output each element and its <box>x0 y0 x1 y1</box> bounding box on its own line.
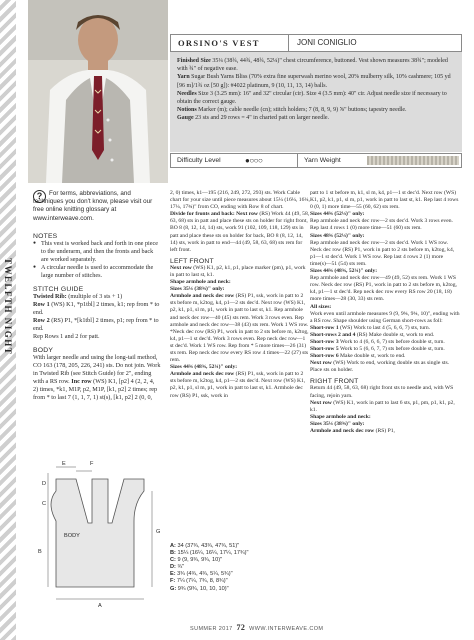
right-next-label: Next row <box>310 399 332 406</box>
measure-row <box>170 543 300 550</box>
measure-row <box>170 550 300 557</box>
divide-text: (RS) Work 44 (49, 58, 63, 68) sts in patt and place these sts on holder for right front, BO 8 (8, 12, 14, 14) sts, work 91 (102, 109, 118, 129) sts in patt and place these sts on holder for back, BO 8 (8, 12, 14, 14) sts, work in patt to end—44 (49, 58, 63, 68) sts rem for left front. <box>170 211 310 253</box>
body-text: With larger needle and using the long-tail method, CO 163 (178, 205, 226, 241) sts. Do not join. Work in Twisted Rib (see Stitch Guide) for 2", ending with a RS row. <box>33 354 161 385</box>
twisted-rib-line <box>33 293 161 301</box>
right-armhole-text: (RS) P1, <box>375 428 395 434</box>
all-sizes-text: Work even until armhole measures 9 (9, 9¾, 9¾, 10)", ending with a RS row. Shape shoulder using German short-rows as foll: <box>310 310 460 324</box>
schematic-label-d: D <box>42 481 47 487</box>
measure-value: 34 (37¾, 43¾, 47¾, 51)" <box>177 543 240 549</box>
difficulty-circles-icon: ●○○○ <box>245 156 263 165</box>
row2-text: (RS) P1, *[k1tbl] 2 times, p1; rep from * to end. <box>33 317 159 332</box>
notions-value: Marker (m); cable needle (cn); stitch holders; 7 (8, 8, 9, 9) ⅝" buttons; tapestry needle. <box>198 107 407 114</box>
short-row-next <box>310 360 460 374</box>
schematic-label-f: F <box>90 461 94 467</box>
right-shape-label: Shape armhole and neck: <box>310 413 371 420</box>
row1-label: Row 1 <box>33 301 50 308</box>
gauge-label: Gauge <box>177 115 194 122</box>
yarn-weight-label: Yarn Weight <box>304 157 341 164</box>
measure-row <box>170 571 300 578</box>
notions-label: Notions <box>177 107 197 114</box>
short-row-5 <box>310 346 460 353</box>
page-number: 72 <box>236 623 246 632</box>
finished-size-value: 35¼ (38¾, 44¾, 48¾, 52¼)" chest circumference, buttoned. Vest shown measures 38¾"; modeled with ¾" of negative ease. <box>177 58 448 73</box>
twisted-rib-multiple: (multiple of 3 sts + 1) <box>68 293 123 300</box>
notions-line <box>177 106 455 114</box>
armhole-dec-label-2: Armhole and neck dec row <box>170 371 235 378</box>
measure-row <box>170 578 300 585</box>
short-row-3 <box>310 339 460 346</box>
short-row-label: Short-row 5 <box>310 346 339 353</box>
measure-value: 9 (9, 9¾, 9¾, 10)" <box>177 557 223 564</box>
divide-paragraph <box>170 211 310 254</box>
vest-schematic <box>30 463 170 613</box>
model-illustration <box>28 0 168 183</box>
needles-value: Size 3 (3.25 mm): 16" and 32" circular (cir). Size 4 (3.5 mm): 40" cir. Adjust needle size if necessary to obtain the correct gauge. <box>177 90 447 106</box>
schematic-label-b: B <box>38 549 42 555</box>
yarn-value: Sugar Bush Yarns Bliss (70% extra fine superwash merino wool, 20% mulberry silk, 10% cashmere; 105 yd [96 m]/1¾ oz [50 g]): #4022 platinum, 9 (10, 11, 13, 14) balls. <box>177 74 451 89</box>
right-armhole-label: Armhole and neck dec row <box>310 428 375 434</box>
schematic-label-c: C <box>42 501 47 507</box>
right-sizes-label: Sizes 35¼ (38¾)" only: <box>310 420 365 427</box>
difficulty-divider <box>297 154 298 167</box>
page-footer <box>190 623 460 632</box>
left-next-text: (WS) K1, p2, k1, p1, place marker (pm), p1, work in patt to last st, k1. <box>170 264 306 278</box>
sizes-label-4: Sizes 48¾ (52¼)" only: <box>310 232 365 239</box>
armhole-dec-paragraph <box>170 293 310 364</box>
armhole-dec-paragraph-2 <box>170 371 310 399</box>
measure-row <box>170 557 300 564</box>
help-note <box>33 190 161 224</box>
short-row-label: Short-rows 2 and 4 <box>310 331 356 338</box>
needles-label: Needles <box>177 90 197 97</box>
measure-key: A: <box>170 543 176 549</box>
pattern-title: ORSINO'S VEST <box>178 38 260 48</box>
model-photo <box>28 0 168 183</box>
row2-line <box>33 317 161 333</box>
measure-key: E: <box>170 571 176 578</box>
twisted-rib-title: Twisted Rib: <box>33 293 67 300</box>
measure-value: 3¾ (4¾, 4¾, 5¼, 5¾)" <box>177 571 233 578</box>
right-next-text: (WS) K1, work in patt to last 6 sts, p1, pm, p1, k1, p2, k1. <box>310 399 455 413</box>
finished-size-line <box>177 57 455 73</box>
title-bar <box>170 34 462 52</box>
short-row-1 <box>310 325 460 332</box>
measure-value: ¾" <box>177 564 185 571</box>
schematic-drawing <box>30 463 170 613</box>
schematic-label-e: E <box>62 461 66 467</box>
note-item: ● This vest is worked back and forth in one piece to the underarm, and then the fronts and back are worked separately. <box>33 240 161 264</box>
stitch-guide-heading: STITCH GUIDE <box>33 286 84 293</box>
sizes-text-5: Rep armhole and neck dec row—49 (49, 52) sts rem. Work 1 WS row. Neck dec row (RS) P1, work in patt to 2 sts before m, k2tog, k4, p1—1 st dec'd. Rep neck dec row every RS row 20 (18, 18) more times—28 (30, 33) sts rem. <box>310 275 457 303</box>
left-front-heading: LEFT FRONT <box>170 257 214 265</box>
left-next-row <box>170 265 310 279</box>
measure-row <box>170 564 300 571</box>
measure-key: G: <box>170 585 177 592</box>
measure-value: 9¾ (9¾, 10, 10, 10)" <box>177 585 229 592</box>
inc-row-label: Inc row <box>71 378 92 385</box>
short-row-label: Short-row 6 <box>310 353 339 360</box>
difficulty-label: Difficulty Level <box>177 157 221 164</box>
repeat-line: Rep Rows 1 and 2 for patt. <box>33 333 100 340</box>
col2-intro: 2, 0) times, k1—195 (216, 249, 272, 293) sts. Work Cable chart for your size until piece measures about 15¼ (16¼, 16¼, 17¼, 17¾)" from CO, ending with Row 8 of chart. <box>170 190 310 211</box>
column-right <box>310 190 460 435</box>
side-tab-label: TWELFTH NIGHT <box>3 258 13 356</box>
help-text: For terms, abbreviations, and techniques you don't know, please visit our free online knitting glossary at www.interweave.com. <box>33 190 153 222</box>
section-side-tab <box>3 258 17 356</box>
measure-key: B: <box>170 550 176 557</box>
inc-row-text: (WS) K1, [p2] 4 (2, 2, 4, 2) times, *k1, M1P, p2, M1P, [k1, p2] 2 times; rep from * to last 7 (1, 1, 7, 1) st(s), [k1, p2] 2 (0, 0, <box>33 378 158 401</box>
website-link[interactable]: WWW.INTERWEAVE.COM <box>249 626 324 632</box>
all-sizes-label: All sizes: <box>310 303 332 310</box>
right-next-row <box>310 400 460 414</box>
short-row-text: (WS) Work to last 4 (5, 6, 6, 7) sts, turn. <box>340 324 431 331</box>
left-next-label: Next row <box>170 264 192 271</box>
yarn-label: Yarn <box>177 74 190 81</box>
sizes-label-3: Sizes 44¾ (52¼)" only: <box>310 211 365 218</box>
sizes-text-3: Rep armhole and neck dec row—2 sts dec'd. Work 3 rows even. Rep last 4 rows 1 (0) more time—51 (60) sts rem. <box>310 218 453 232</box>
measure-key: C: <box>170 557 176 564</box>
short-row-text: Work to 4 (6, 6, 6, 7) sts before double st, turn. <box>339 338 445 345</box>
issue-label: SUMMER 2017 <box>190 626 233 632</box>
measure-value: 15¼ (16¼, 16¼, 17¼, 17¾)" <box>177 550 249 557</box>
right-front-heading: RIGHT FRONT <box>310 378 359 386</box>
short-row-2 <box>310 332 460 339</box>
difficulty-bar <box>170 153 462 168</box>
body-instructions <box>33 354 161 402</box>
armhole-dec-label: Armhole and neck dec row <box>170 293 235 300</box>
note-item: ● A circular needle is used to accommodate the large number of stitches. <box>33 264 161 280</box>
short-row-label: Short-row 1 <box>310 324 339 331</box>
column-middle <box>170 190 310 400</box>
yarn-line <box>177 73 455 89</box>
short-row-text: (WS) Work to end, working double sts as single sts. Place sts on holder. <box>310 360 450 374</box>
row1-text: (WS) K1, *p1tbl] 2 times, k1; rep from * to end. <box>33 301 160 316</box>
short-row-label: Short-row 3 <box>310 338 339 345</box>
short-row-text: Make double st, work to end. <box>340 353 406 360</box>
finished-size-label: Finished Size <box>177 58 211 64</box>
schematic-label-g: G <box>156 529 161 535</box>
schematic-measurements <box>170 543 300 593</box>
specs-panel <box>170 52 462 152</box>
gauge-line <box>177 114 455 122</box>
armhole-dec-text-2: (RS) P1, ssk, work in patt to 2 sts before m, k2tog, k4, p1—2 sts dec'd. Next row (WS) K1, p2, k1, p1, sl m, p1, work in patt to last st, k1. Armhole dec row (RS) P1, ssk, work in <box>170 371 306 399</box>
schematic-label-body: BODY <box>64 533 80 539</box>
body-heading: BODY <box>33 347 54 354</box>
row1-line <box>33 301 161 317</box>
column-left <box>33 190 161 402</box>
short-row-label: Next row <box>310 360 332 367</box>
notes-heading: NOTES <box>33 233 58 240</box>
measure-key: D: <box>170 564 176 571</box>
title-divider <box>288 35 289 51</box>
short-row-text: Work to 5 (6, 6, 7, 7) sts before double st, turn. <box>339 346 445 353</box>
sizes-text-4: Rep armhole and neck dec row—2 sts dec'd. Work 1 WS row. Neck dec row (RS) P1, work in patt to 2 sts before m, k2tog, k4, p1—1 st dec'd. Work 1 WS row. Rep last 4 rows 2 (1) more time(s)—51 (54) sts rem. <box>310 239 455 267</box>
short-row-text: (RS) Make double st, work to end. <box>356 331 435 338</box>
row2-label: Row 2 <box>33 317 50 324</box>
designer-name: JONI CONIGLIO <box>297 38 357 47</box>
divide-label: Divide for fronts and back: Next row <box>170 211 258 218</box>
measure-value: 7¼ (7¼, 7¾, 8, 8¾)" <box>176 578 228 585</box>
yarn-weight-swatch-icon <box>367 156 459 165</box>
shape-armhole-label: Shape armhole and neck: <box>170 279 231 286</box>
right-front-text: Return 44 (49, 58, 63, 68) right front sts to needle and, with WS facing, rejoin yarn. <box>310 385 454 399</box>
measure-row <box>170 586 300 593</box>
armhole-dec-text: (RS) P1, ssk, work in patt to 2 sts before m, k2tog, k4, p1—2 sts dec'd. Next row (WS) K1, p2, k1, p1, sl m, p1, work in patt to last st, k1. Rep armhole and neck dec row—40 (45) sts rem. Work 3 rows even. Rep armhole and neck dec row—38 (43) sts rem. Work 1 WS row. *Neck dec row (RS) P1, work in patt to 2 sts before m, k2tog, k4, p1—1 st dec'd. Work 3 rows even. Rep neck dec row—1 st dec'd. Work 1 WS row. Rep from * 5 more times—26 (31) sts rem. Rep neck dec row every RS row 4 times—22 (27) sts rem. <box>170 293 309 364</box>
col3-intro: patt to 1 st before m, k1, sl m, k4, p1—1 st dec'd. Next row (WS) K1, p2, k1, p1, sl m, p1, work in patt to last st, k1. Rep last 4 rows 0 (0, 1) more time—55 (60, 62) sts rem. <box>310 190 459 211</box>
sizes-label-5: Sizes 44¾ (48¾, 52¼)" only: <box>310 268 378 275</box>
measure-key: F: <box>170 578 176 585</box>
schematic-label-a: A <box>98 603 102 609</box>
sizes-label-1: Sizes 35¼ (38¾)" only: <box>170 286 225 293</box>
needles-line <box>177 90 455 106</box>
sizes-label-2: Sizes 44¾ (48¾, 52¼)" only: <box>170 364 238 371</box>
gauge-value: 23 sts and 29 rows = 4" in charted patt on larger needle. <box>195 115 330 122</box>
pattern-info-box <box>170 34 462 172</box>
right-armhole-dec <box>310 428 460 435</box>
question-circle-icon: ? <box>33 190 46 203</box>
